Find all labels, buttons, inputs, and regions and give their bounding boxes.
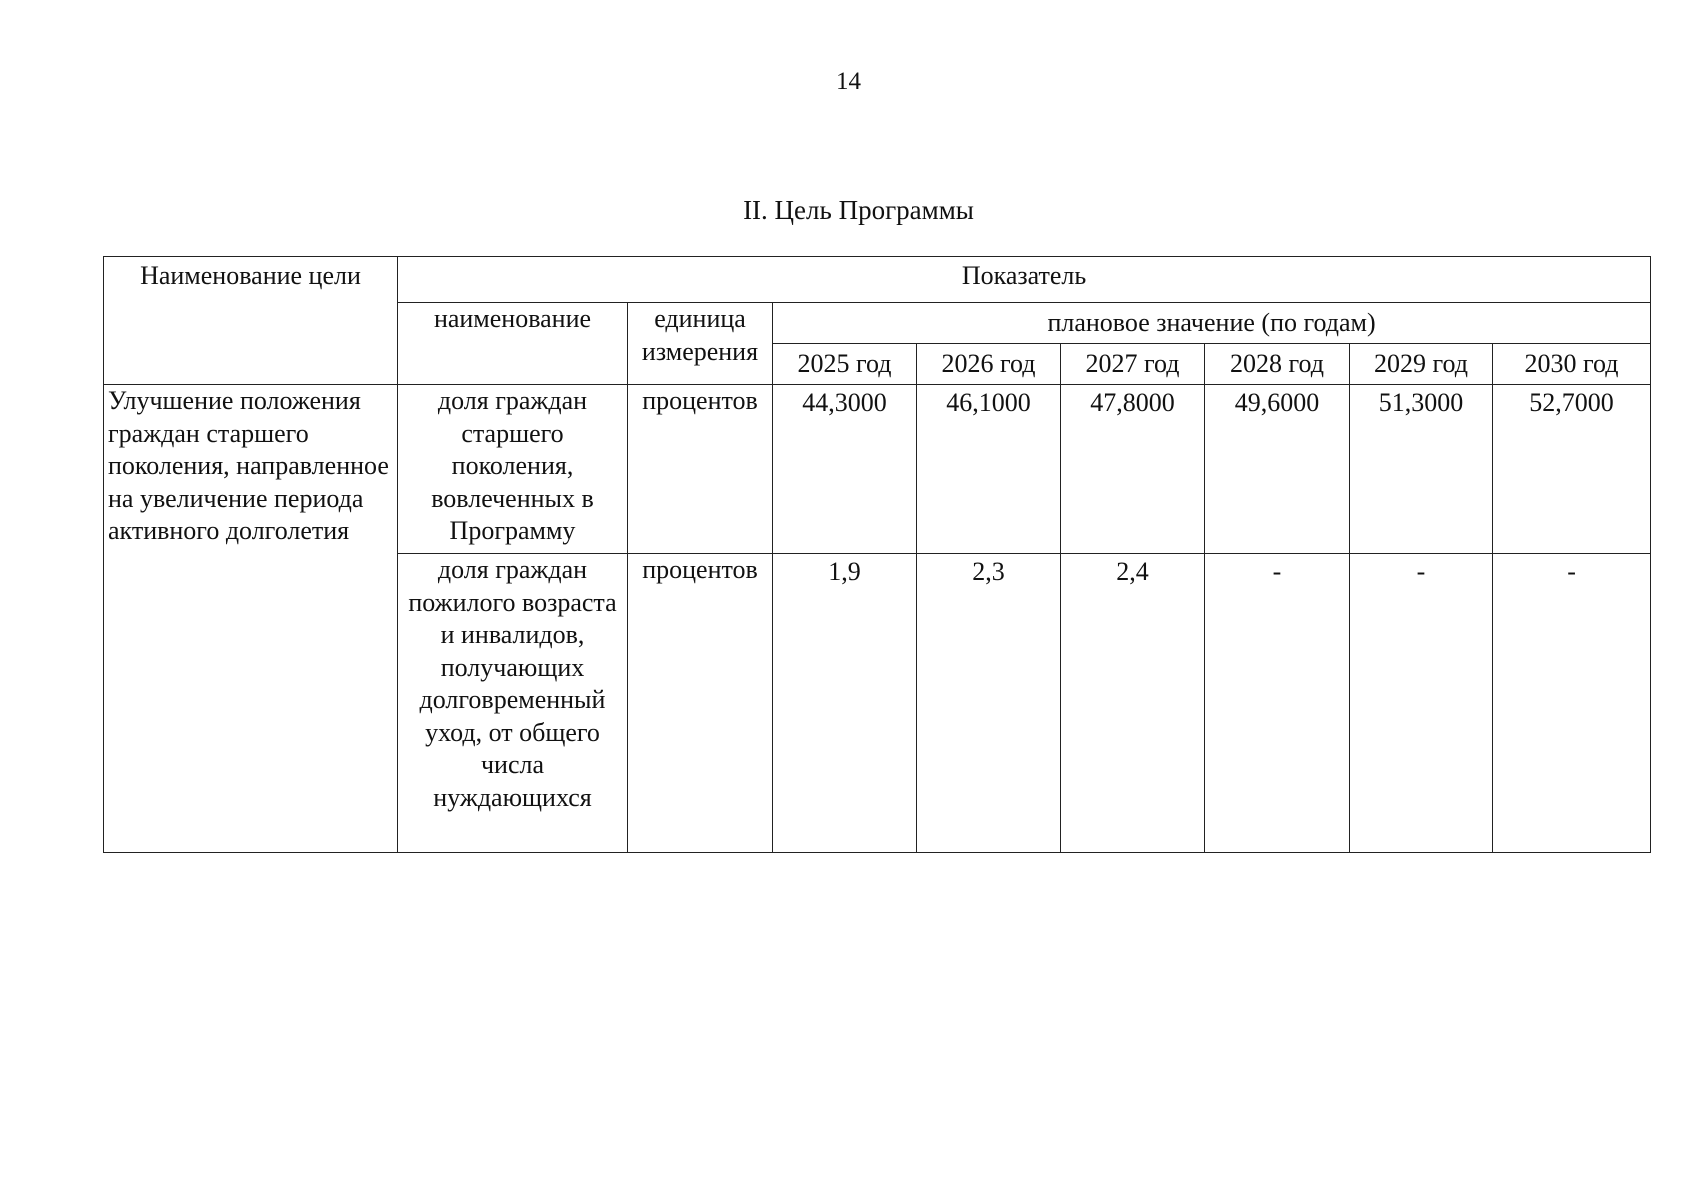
value-cell: 51,3000 [1350, 385, 1493, 554]
value-cell: - [1493, 554, 1651, 853]
value-cell: 47,8000 [1061, 385, 1205, 554]
header-planned: плановое значение (по годам) [773, 303, 1651, 344]
header-unit: единица измерения [628, 303, 773, 385]
value-cell: 2,3 [917, 554, 1061, 853]
header-year: 2030 год [1493, 344, 1651, 385]
header-indicator: Показатель [398, 257, 1651, 303]
header-year: 2029 год [1350, 344, 1493, 385]
header-year: 2027 год [1061, 344, 1205, 385]
header-indicator-name: наименование [398, 303, 628, 385]
unit-cell: процентов [628, 385, 773, 554]
goal-table [103, 256, 1651, 853]
indicator-name-cell: доля граждан пожилого возраста и инвалидов, получающих долговременный уход, от общего числа нуждающихся [398, 554, 628, 853]
value-cell: 46,1000 [917, 385, 1061, 554]
indicator-name-cell: доля граждан старшего поколения, вовлеченных в Программу [398, 385, 628, 554]
header-year: 2028 год [1205, 344, 1350, 385]
value-cell: 1,9 [773, 554, 917, 853]
header-year: 2025 год [773, 344, 917, 385]
table-row [104, 385, 1651, 554]
value-cell: 44,3000 [773, 385, 917, 554]
value-cell: 52,7000 [1493, 385, 1651, 554]
value-cell: 49,6000 [1205, 385, 1350, 554]
header-year: 2026 год [917, 344, 1061, 385]
goal-name-cell: Улучшение положения граждан старшего поколения, направленное на увеличение периода активного долголетия [104, 385, 398, 853]
header-goal-name: Наименование цели [104, 257, 398, 385]
value-cell: - [1205, 554, 1350, 853]
header-row-1 [104, 257, 1651, 303]
value-cell: 2,4 [1061, 554, 1205, 853]
section-title: II. Цель Программы [743, 195, 974, 225]
value-cell: - [1350, 554, 1493, 853]
page-number: 14 [836, 68, 861, 95]
unit-cell: процентов [628, 554, 773, 853]
